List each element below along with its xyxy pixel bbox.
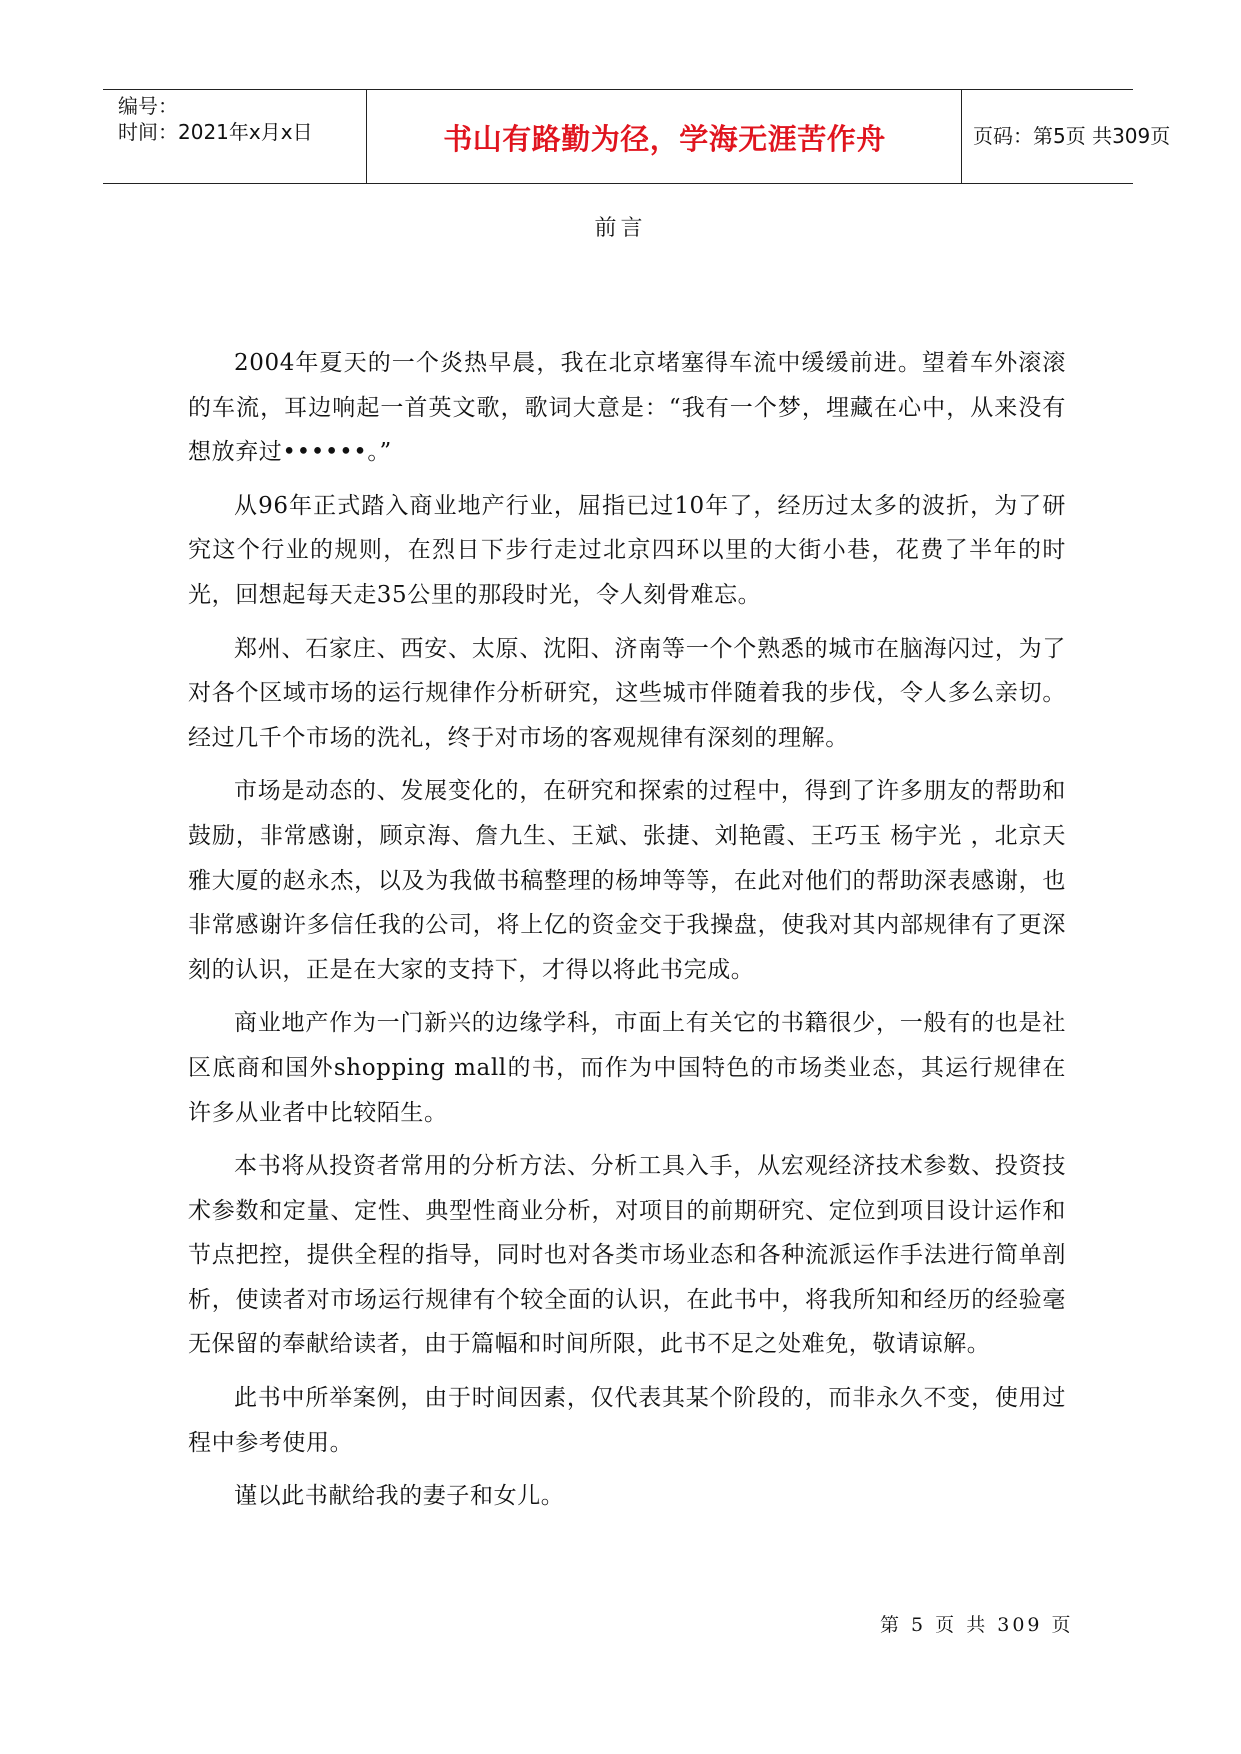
paragraph: 郑州、石家庄、西安、太原、沈阳、济南等一个个熟悉的城市在脑海闪过，为了对各个区域市场的运行规律作分析研究，这些城市伴随着我的步伐，令人多么亲切。经过几千个市场的洗礼，终于对市场的客观规律有深刻的理解。 [188, 635, 1066, 751]
header-page-cell [963, 90, 1171, 183]
paragraph: 商业地产作为一门新兴的边缘学科，市面上有关它的书籍很少，一般有的也是社区底商和国外shopping mall的书，而作为中国特色的市场类业态，其运行规律在许多从业者中比较陌生。 [188, 1010, 1066, 1126]
page-title: 前言 [594, 216, 647, 241]
header-page-number: 页码：第5页 共309页 [973, 124, 1171, 148]
document-time-label: 时间：2021年x月x日 [118, 120, 313, 144]
paragraph: 此书中所举案例，由于时间因素，仅代表其某个阶段的，而非永久不变，使用过程中参考使用。 [188, 1385, 1066, 1456]
header-motto-cell [368, 90, 962, 183]
paragraph: 谨以此书献给我的妻子和女儿。 [234, 1483, 565, 1510]
footer-page-number: 第 5 页 共 309 页 [880, 1614, 1074, 1636]
paragraph: 本书将从投资者常用的分析方法、分析工具入手，从宏观经济技术参数、投资技术参数和定量、定性、典型性商业分析，对项目的前期研究、定位到项目设计运作和节点把控，提供全程的指导，同时也对各类市场业态和各种流派运作手法进行简单剖析，使读者对市场运行规律有个较全面的认识，在此书中，将我所知和经历的经验毫无保留的奉献给读者，由于篇幅和时间所限，此书不足之处难免，敬请谅解。 [188, 1153, 1066, 1358]
paragraph: 2004年夏天的一个炎热早晨，我在北京堵塞得车流中缓缓前进。望着车外滚滚的车流，耳边响起一首英文歌，歌词大意是：“我有一个梦，埋藏在心中，从来没有想放弃过••••••。” [188, 350, 1066, 466]
header-info-cell [103, 90, 367, 183]
document-number-label: 编号： [118, 94, 178, 118]
paragraph: 从96年正式踏入商业地产行业，屈指已过10年了，经历过太多的波折，为了研究这个行业的规则，在烈日下步行走过北京四环以里的大街小巷，花费了半年的时光，回想起每天走35公里的那段时光，令人刻骨难忘。 [188, 492, 1066, 608]
preface-body [188, 341, 1066, 1528]
page-header [103, 89, 1171, 184]
header-motto: 书山有路勤为径，学海无涯苦作舟 [443, 122, 886, 156]
paragraph: 市场是动态的、发展变化的，在研究和探索的过程中，得到了许多朋友的帮助和鼓励，非常感谢，顾京海、詹九生、王斌、张捷、刘艳霞、王巧玉 杨宇光 ，北京天雅大厦的赵永杰，以及为我做书稿整理的杨坤等等，在此对他们的帮助深表感谢，也非常感谢许多信任我的公司，将上亿的资金交于我操盘，使我对其内部规律有了更深刻的认识，正是在大家的支持下，才得以将此书完成。 [188, 778, 1066, 983]
